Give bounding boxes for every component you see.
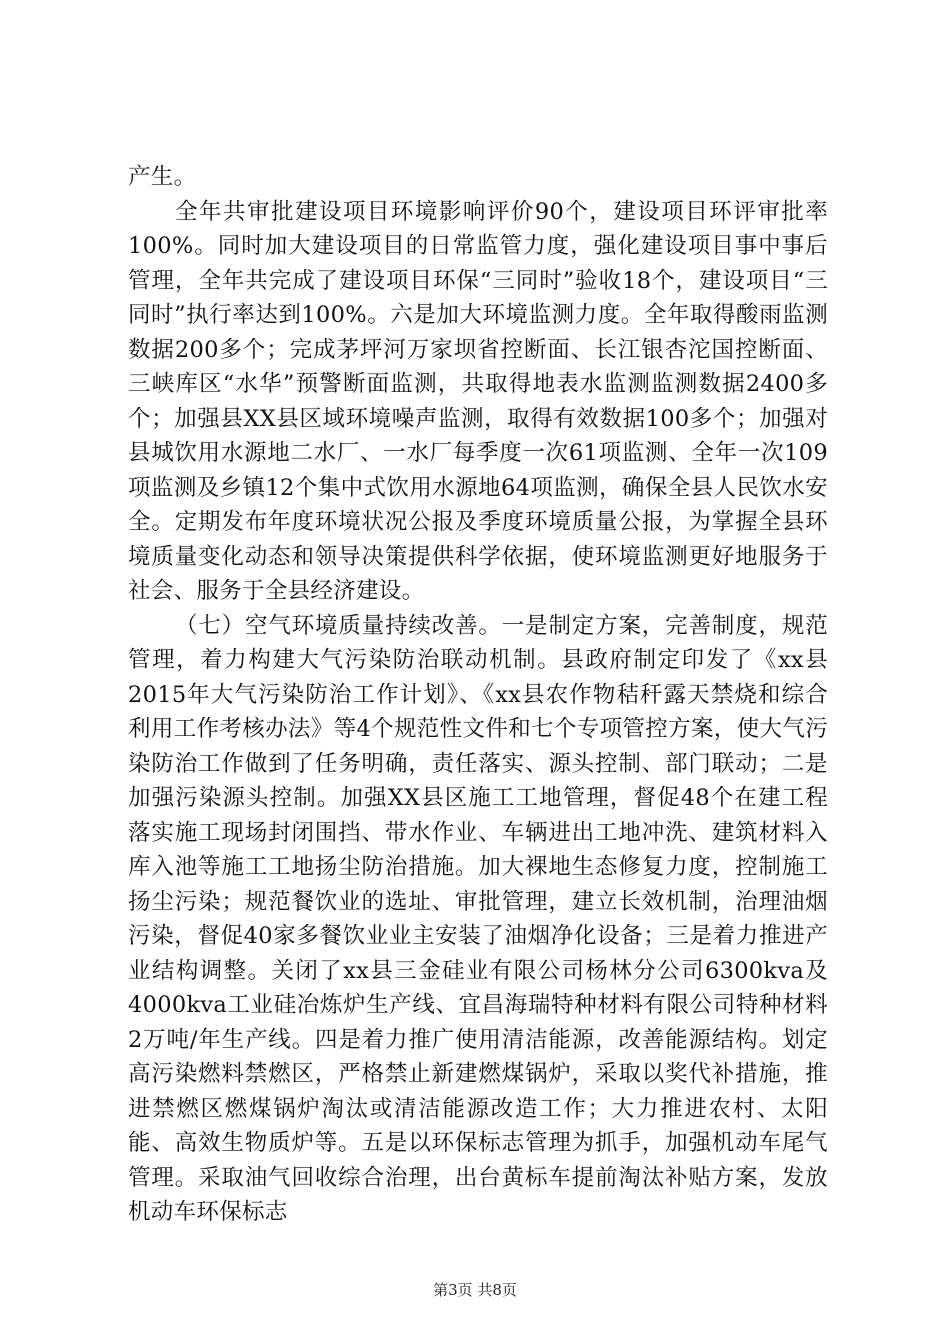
page-number-label: 第3页 共8页: [433, 1281, 517, 1299]
paragraph-continuation: 产生。: [128, 164, 197, 190]
paragraph-environmental-monitoring: 全年共审批建设项目环境影响评价90个，建设项目环评审批率100%。同时加大建设项目的日常监管力度，强化建设项目事中事后管理，全年共完成了建设项目环保“三同时”验收18个，建设项目“三同时”执行率达到100%。六是加大环境监测力度。全年取得酸雨监测数据200多个；完成茅坪河万家坝省控断面、长江银杏沱国控断面、三峡库区“水华”预警断面监测，共取得地表水监测监测数据2400多个；加强县XX县区域环境噪声监测，取得有效数据100多个；加强对县城饮用水源地二水厂、一水厂每季度一次61项监测、全年一次109项监测及乡镇12个集中式饮用水源地64项监测，确保全县人民饮水安全。定期发布年度环境状况公报及季度环境质量公报，为掌握全县环境质量变化动态和领导决策提供科学依据，使环境监测更好地服务于社会、服务于全县经济建设。: [128, 198, 828, 604]
document-body: [128, 160, 828, 1230]
paragraph-air-quality: （七）空气环境质量持续改善。一是制定方案，完善制度，规范管理，着力构建大气污染防治联动机制。县政府制定印发了《xx县2015年大气污染防治工作计划》、《xx县农作物秸秆露天禁烧和综合利用工作考核办法》等4个规范性文件和七个专项管控方案，使大气污染防治工作做到了任务明确，责任落实、源头控制、部门联动；二是加强污染源头控制。加强XX县区施工工地管理，督促48个在建工程落实施工现场封闭围挡、带水作业、车辆进出工地冲洗、建筑材料入库入池等施工工地扬尘防治措施。加大裸地生态修复力度，控制施工扬尘污染；规范餐饮业的选址、审批管理，建立长效机制，治理油烟污染，督促40家多餐饮业业主安装了油烟净化设备；三是着力推进产业结构调整。关闭了xx县三金硅业有限公司杨林分公司6300kva及4000kva工业硅冶炼炉生产线、宜昌海瑞特种材料有限公司特种材料2万吨/年生产线。四是着力推广使用清洁能源，改善能源结构。划定高污染燃料禁燃区，严格禁止新建燃煤锅炉，采取以奖代补措施，推进禁燃区燃煤锅炉淘汰或清洁能源改造工作；大力推进农村、太阳能、高效生物质炉等。五是以环保标志管理为抓手，加强机动车尾气管理。采取油气回收综合治理，出台黄标车提前淘汰补贴方案，发放机动车环保标志: [128, 612, 828, 1225]
page-footer: [0, 1279, 950, 1300]
